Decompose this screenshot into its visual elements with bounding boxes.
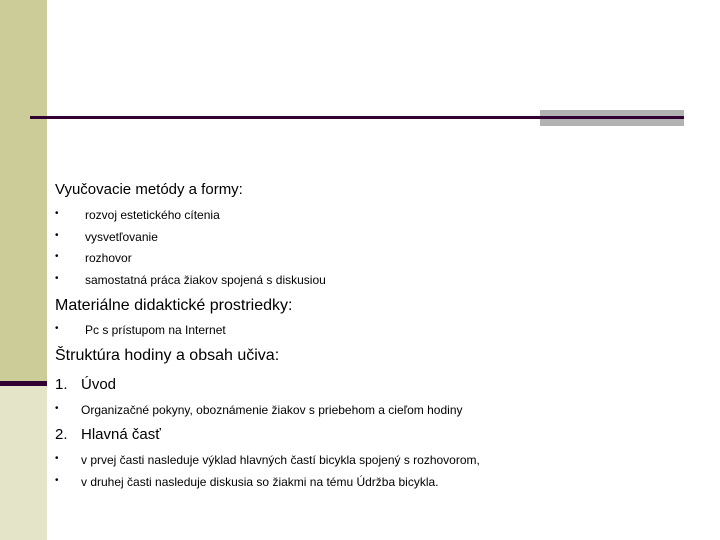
part-heading xyxy=(55,426,161,443)
methods-heading: Vyučovacie metódy a formy: xyxy=(55,181,243,198)
side-accent-line xyxy=(0,381,47,386)
bullet-icon: • xyxy=(55,251,59,262)
bullet-icon: • xyxy=(55,323,59,334)
bullet-icon: • xyxy=(55,208,59,219)
bullet-icon: • xyxy=(55,453,59,464)
part-number: 2. xyxy=(55,426,68,443)
methods-item: samostatná práca žiakov spojená s diskusiou xyxy=(85,273,326,287)
part-item: Organizačné pokyny, oboznámenie žiakov s priebehom a cieľom hodiny xyxy=(81,403,463,417)
title-rule xyxy=(30,116,540,119)
title-rule-end xyxy=(540,116,684,119)
side-decor-bar-light xyxy=(0,383,47,540)
materials-heading: Materiálne didaktické prostriedky: xyxy=(55,297,293,314)
part-title: Úvod xyxy=(81,376,117,393)
part-title: Hlavná časť xyxy=(81,426,161,443)
bullet-icon: • xyxy=(55,230,59,241)
part-heading xyxy=(55,376,116,393)
part-item: v prvej časti nasleduje výklad hlavných častí bicykla spojený s rozhovorom, xyxy=(81,453,480,467)
materials-item: Pc s prístupom na Internet xyxy=(85,323,226,337)
structure-heading: Štruktúra hodiny a obsah učiva: xyxy=(55,347,280,364)
methods-item: rozhovor xyxy=(85,251,132,265)
methods-item: vysvetľovanie xyxy=(85,230,158,244)
part-number: 1. xyxy=(55,376,68,393)
methods-item: rozvoj estetického cítenia xyxy=(85,208,220,222)
bullet-icon: • xyxy=(55,273,59,284)
part-item: v druhej časti nasleduje diskusia so žiakmi na tému Údržba bicykla. xyxy=(81,475,439,489)
bullet-icon: • xyxy=(55,475,59,486)
bullet-icon: • xyxy=(55,403,59,414)
